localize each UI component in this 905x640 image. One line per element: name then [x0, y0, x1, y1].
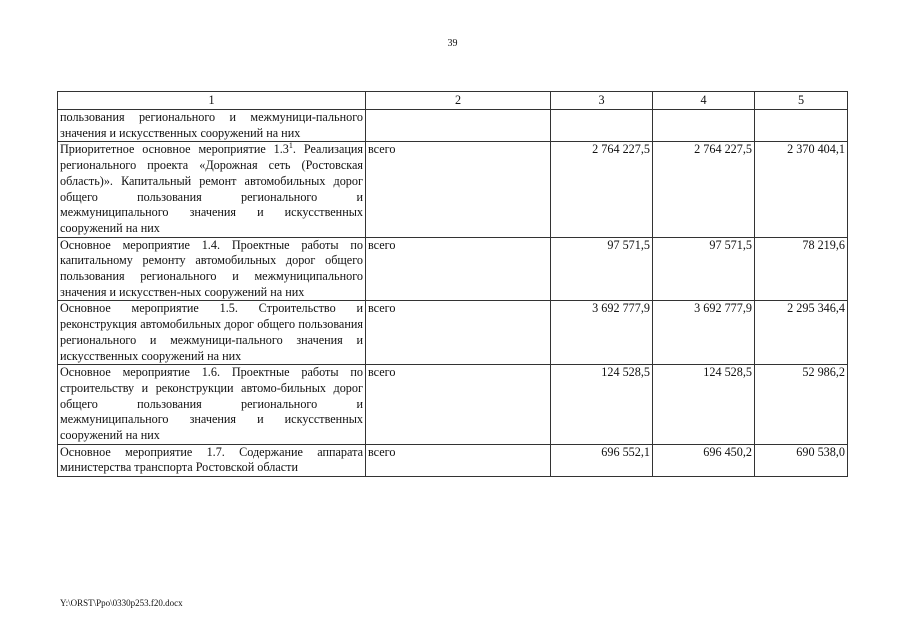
- row-col4: 696 450,2: [653, 444, 755, 476]
- row-col4: [653, 110, 755, 142]
- description-text: Приоритетное основное мероприятие 1.3: [60, 142, 289, 157]
- row-col4: 3 692 777,9: [653, 301, 755, 365]
- row-col5: [755, 110, 848, 142]
- header-cell-3: 3: [551, 92, 653, 110]
- row-col5: 2 370 404,1: [755, 142, 848, 237]
- row-description: [58, 142, 366, 237]
- table-row-continuation: [58, 110, 848, 142]
- footer-file-path: Y:\ORST\Ppo\0330p253.f20.docx: [60, 598, 183, 608]
- row-source: всего: [366, 301, 551, 365]
- table-row: [58, 365, 848, 445]
- row-col3: 3 692 777,9: [551, 301, 653, 365]
- table-row: [58, 301, 848, 365]
- budget-table: [57, 91, 848, 477]
- row-col3: 2 764 227,5: [551, 142, 653, 237]
- row-source: всего: [366, 365, 551, 445]
- row-col3: 696 552,1: [551, 444, 653, 476]
- row-source: всего: [366, 237, 551, 301]
- table-row: [58, 142, 848, 237]
- header-cell-4: 4: [653, 92, 755, 110]
- header-row: [58, 92, 848, 110]
- row-source: всего: [366, 444, 551, 476]
- footnote-marker: 1: [288, 141, 293, 151]
- page-number: 39: [447, 38, 458, 49]
- row-col5: 78 219,6: [755, 237, 848, 301]
- row-col3: [551, 110, 653, 142]
- table-row: [58, 237, 848, 301]
- row-col4: 124 528,5: [653, 365, 755, 445]
- description-text: . Реализация регионального проекта «Дорожная сеть (Ростовская область)». Капитальный ремонт автомобильных дорог общего пользования регионального и межмуниципального значения и искусственных сооружений на них: [60, 142, 364, 235]
- table-row: [58, 444, 848, 476]
- row-col3: 97 571,5: [551, 237, 653, 301]
- row-source: [366, 110, 551, 142]
- row-source: всего: [366, 142, 551, 237]
- header-cell-1: 1: [58, 92, 366, 110]
- row-col3: 124 528,5: [551, 365, 653, 445]
- row-description: пользования регионального и межмуници-пального значения и искусственных сооружений на них: [58, 110, 366, 142]
- row-col5: 52 986,2: [755, 365, 848, 445]
- row-description: Основное мероприятие 1.7. Содержание аппарата министерства транспорта Ростовской области: [58, 444, 366, 476]
- row-description: Основное мероприятие 1.4. Проектные работы по капитальному ремонту автомобильных дорог общего пользования регионального и межмуниципального значения и искусствен-ных сооружений на них: [58, 237, 366, 301]
- header-cell-5: 5: [755, 92, 848, 110]
- row-col4: 2 764 227,5: [653, 142, 755, 237]
- row-col4: 97 571,5: [653, 237, 755, 301]
- row-description: Основное мероприятие 1.5. Строительство и реконструкция автомобильных дорог общего пользования регионального и межмуници-пального значения и искусственных сооружений на них: [58, 301, 366, 365]
- header-cell-2: 2: [366, 92, 551, 110]
- row-col5: 690 538,0: [755, 444, 848, 476]
- row-description: Основное мероприятие 1.6. Проектные работы по строительству и реконструкции автомо-бильных дорог общего пользования регионального и межмуниципального значения и искусственных сооружений на них: [58, 365, 366, 445]
- row-col5: 2 295 346,4: [755, 301, 848, 365]
